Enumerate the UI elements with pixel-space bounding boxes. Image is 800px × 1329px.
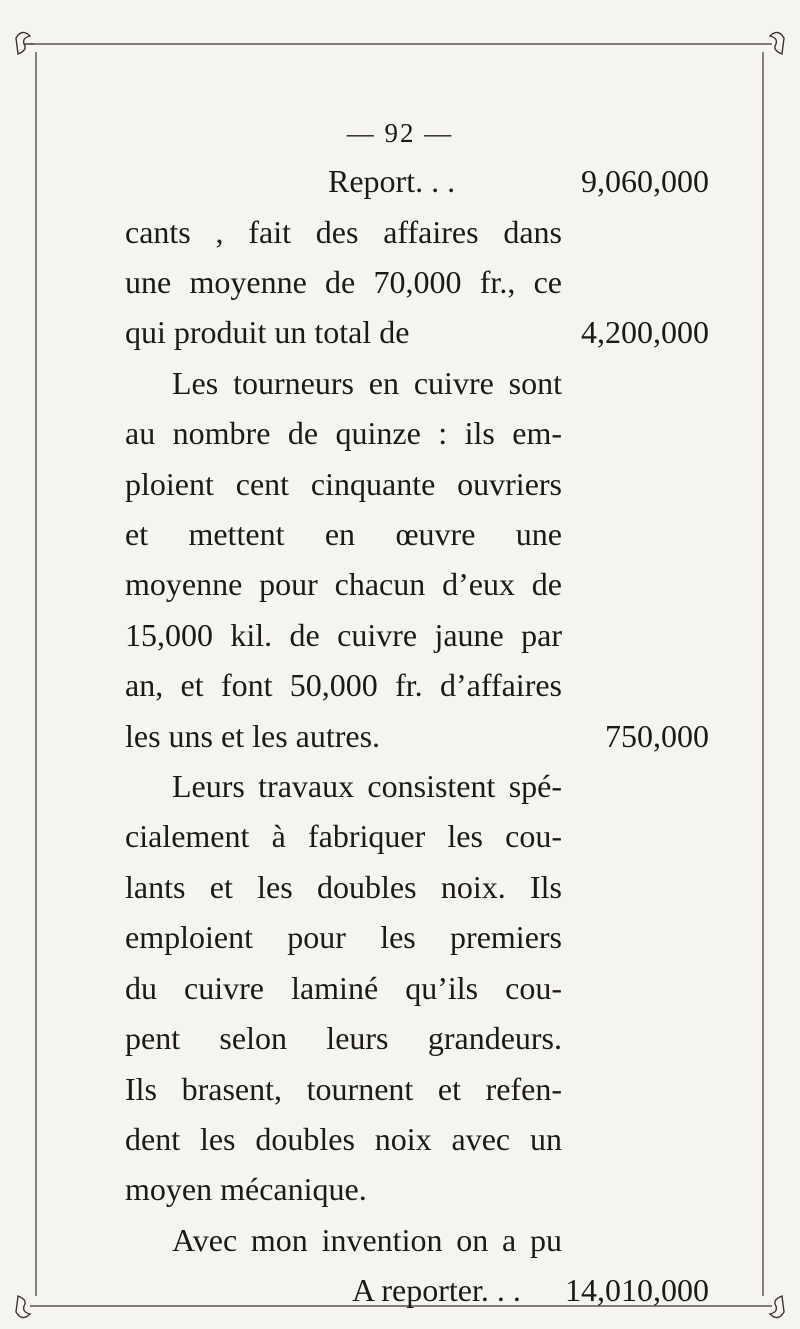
text-line: moyen mécanique. [125, 1171, 367, 1207]
tourneurs-amount: 750,000 [605, 718, 709, 754]
total-amount: 4,200,000 [581, 314, 709, 350]
text-line: emploient pour les premiers [125, 919, 562, 955]
text-line: dent les doubles noix avec un [125, 1121, 562, 1157]
text-line: Ils brasent, tournent et refen- [125, 1071, 562, 1107]
text-line: Les tourneurs en cuivre sont [172, 365, 562, 401]
a-reporter-amount: 14,010,000 [565, 1272, 709, 1308]
text-line: Avec mon invention on a pu [172, 1222, 562, 1258]
text-line: une moyenne de 70,000 fr., ce [125, 264, 562, 300]
corner-ornament-icon [16, 1296, 30, 1318]
text-line: pent selon leurs grandeurs. [125, 1020, 562, 1056]
text-line: an, et font 50,000 fr. d’affaires [125, 667, 562, 703]
text-line: moyenne pour chacun d’eux de [125, 566, 562, 602]
text-line: les uns et les autres. [125, 718, 381, 754]
text-line: ploient cent cinquante ouvriers [125, 466, 562, 502]
corner-ornament-icon [770, 1296, 784, 1318]
text-line: lants et les doubles noix. Ils [125, 869, 562, 905]
report-amount: 9,060,000 [581, 163, 709, 199]
text-line: au nombre de quinze : ils em- [125, 415, 562, 451]
report-label: Report. . . [328, 163, 456, 199]
text-line: 15,000 kil. de cuivre jaune par [125, 617, 562, 653]
text-line: cialement à fabriquer les cou- [125, 818, 562, 854]
page-number: — 92 — [346, 118, 454, 148]
corner-ornament-icon [770, 32, 784, 54]
text-line: cants , fait des affaires dans [125, 214, 562, 250]
text-line: Leurs travaux consistent spé- [172, 768, 562, 804]
a-reporter-label: A reporter. . . [352, 1272, 521, 1308]
text-line: qui produit un total de [125, 314, 410, 350]
text-line: du cuivre laminé qu’ils cou- [125, 970, 562, 1006]
text-line: et mettent en œuvre une [125, 516, 562, 552]
corner-ornament-icon [16, 32, 34, 54]
